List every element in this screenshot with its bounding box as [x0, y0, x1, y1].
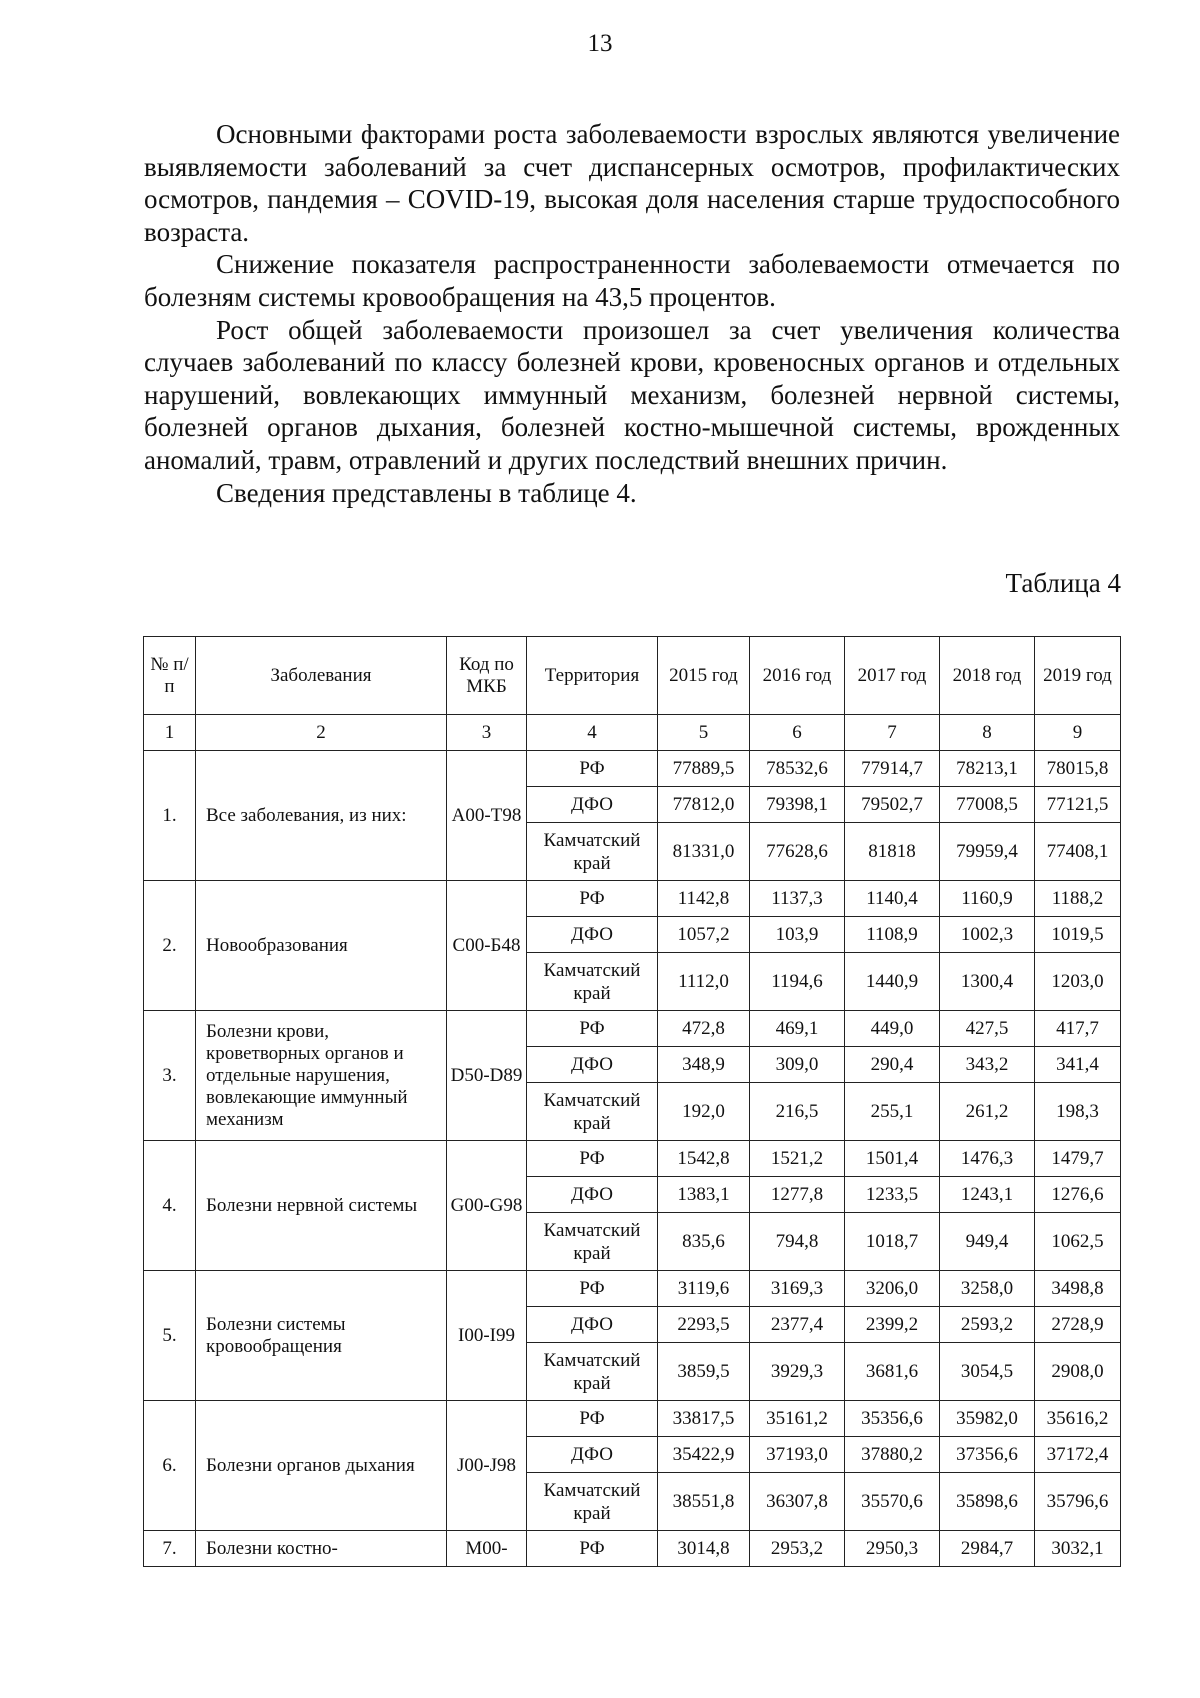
value-cell: 3929,3	[750, 1343, 845, 1401]
value-cell: 3206,0	[845, 1271, 940, 1307]
territory-cell: РФ	[527, 1401, 658, 1437]
value-cell: 261,2	[940, 1083, 1035, 1141]
column-number-cell: 1	[144, 715, 196, 751]
value-cell: 1501,4	[845, 1141, 940, 1177]
value-cell: 3032,1	[1035, 1531, 1121, 1567]
value-cell: 35796,6	[1035, 1473, 1121, 1531]
value-cell: 1479,7	[1035, 1141, 1121, 1177]
value-cell: 1233,5	[845, 1177, 940, 1213]
value-cell: 79502,7	[845, 787, 940, 823]
column-number-cell: 5	[658, 715, 750, 751]
territory-cell: ДФО	[527, 1047, 658, 1083]
row-number-cell: 6.	[144, 1401, 196, 1531]
value-cell: 35422,9	[658, 1437, 750, 1473]
header-cell: 2015 год	[658, 637, 750, 715]
disease-cell: Болезни крови, кроветворных органов и отдельные нарушения, вовлекающие иммунный механизм	[196, 1011, 447, 1141]
value-cell: 81331,0	[658, 823, 750, 881]
table-row	[144, 1141, 1121, 1177]
value-cell: 77889,5	[658, 751, 750, 787]
disease-cell: Новообразования	[196, 881, 447, 1011]
territory-cell: ДФО	[527, 1177, 658, 1213]
value-cell: 35356,6	[845, 1401, 940, 1437]
value-cell: 79398,1	[750, 787, 845, 823]
paragraph: Рост общей заболеваемости произошел за счет увеличения количества случаев заболеваний по классу болезней крови, кровеносных органов и отдельных нарушений, вовлекающих иммунный механизм, болезней нервной системы, болезней органов дыхания, болезней костно-мышечной системы, врожденных аномалий, травм, отравлений и других последствий внешних причин.	[144, 314, 1120, 475]
value-cell: 37193,0	[750, 1437, 845, 1473]
header-cell: 2019 год	[1035, 637, 1121, 715]
value-cell: 1440,9	[845, 953, 940, 1011]
table-row	[144, 1271, 1121, 1307]
value-cell: 2950,3	[845, 1531, 940, 1567]
disease-cell: Болезни органов дыхания	[196, 1401, 447, 1531]
morbidity-table	[143, 636, 1121, 1567]
value-cell: 1300,4	[940, 953, 1035, 1011]
value-cell: 3169,3	[750, 1271, 845, 1307]
value-cell: 2593,2	[940, 1307, 1035, 1343]
territory-cell: ДФО	[527, 1437, 658, 1473]
value-cell: 3258,0	[940, 1271, 1035, 1307]
disease-cell: Болезни системы кровообращения	[196, 1271, 447, 1401]
value-cell: 35161,2	[750, 1401, 845, 1437]
disease-cell: Все заболевания, из них:	[196, 751, 447, 881]
value-cell: 1243,1	[940, 1177, 1035, 1213]
value-cell: 341,4	[1035, 1047, 1121, 1083]
header-cell: 2018 год	[940, 637, 1035, 715]
territory-cell: ДФО	[527, 787, 658, 823]
value-cell: 2953,2	[750, 1531, 845, 1567]
value-cell: 77812,0	[658, 787, 750, 823]
row-number-cell: 4.	[144, 1141, 196, 1271]
value-cell: 2984,7	[940, 1531, 1035, 1567]
value-cell: 449,0	[845, 1011, 940, 1047]
value-cell: 78015,8	[1035, 751, 1121, 787]
header-cell: № п/п	[144, 637, 196, 715]
territory-cell: ДФО	[527, 1307, 658, 1343]
table-row	[144, 1011, 1121, 1047]
territory-cell: Камчатский край	[527, 1083, 658, 1141]
value-cell: 794,8	[750, 1213, 845, 1271]
value-cell: 1188,2	[1035, 881, 1121, 917]
value-cell: 3119,6	[658, 1271, 750, 1307]
value-cell: 81818	[845, 823, 940, 881]
disease-cell: Болезни костно-	[196, 1531, 447, 1567]
paragraph: Сведения представлены в таблице 4.	[216, 477, 637, 508]
value-cell: 309,0	[750, 1047, 845, 1083]
value-cell: 2399,2	[845, 1307, 940, 1343]
column-number-cell: 3	[447, 715, 527, 751]
value-cell: 1019,5	[1035, 917, 1121, 953]
column-number-cell: 9	[1035, 715, 1121, 751]
icd-code-cell: М00-	[447, 1531, 527, 1567]
value-cell: 2728,9	[1035, 1307, 1121, 1343]
value-cell: 3054,5	[940, 1343, 1035, 1401]
value-cell: 2908,0	[1035, 1343, 1121, 1401]
value-cell: 35898,6	[940, 1473, 1035, 1531]
header-row	[144, 637, 1121, 715]
territory-cell: Камчатский край	[527, 1343, 658, 1401]
value-cell: 469,1	[750, 1011, 845, 1047]
value-cell: 37880,2	[845, 1437, 940, 1473]
icd-code-cell: А00-Т98	[447, 751, 527, 881]
value-cell: 1277,8	[750, 1177, 845, 1213]
header-cell: 2016 год	[750, 637, 845, 715]
territory-cell: РФ	[527, 1011, 658, 1047]
value-cell: 1194,6	[750, 953, 845, 1011]
territory-cell: РФ	[527, 751, 658, 787]
value-cell: 348,9	[658, 1047, 750, 1083]
icd-code-cell: D50-D89	[447, 1011, 527, 1141]
value-cell: 3014,8	[658, 1531, 750, 1567]
table-row	[144, 751, 1121, 787]
value-cell: 77408,1	[1035, 823, 1121, 881]
value-cell: 290,4	[845, 1047, 940, 1083]
value-cell: 78532,6	[750, 751, 845, 787]
column-number-cell: 6	[750, 715, 845, 751]
territory-cell: Камчатский край	[527, 1473, 658, 1531]
row-number-cell: 7.	[144, 1531, 196, 1567]
page-number: 13	[587, 30, 613, 57]
territory-cell: РФ	[527, 1271, 658, 1307]
column-number-row	[144, 715, 1121, 751]
territory-cell: Камчатский край	[527, 1213, 658, 1271]
value-cell: 1542,8	[658, 1141, 750, 1177]
value-cell: 35570,6	[845, 1473, 940, 1531]
value-cell: 1002,3	[940, 917, 1035, 953]
value-cell: 949,4	[940, 1213, 1035, 1271]
value-cell: 35616,2	[1035, 1401, 1121, 1437]
value-cell: 1476,3	[940, 1141, 1035, 1177]
row-number-cell: 1.	[144, 751, 196, 881]
header-cell: Территория	[527, 637, 658, 715]
value-cell: 1160,9	[940, 881, 1035, 917]
value-cell: 36307,8	[750, 1473, 845, 1531]
column-number-cell: 4	[527, 715, 658, 751]
table-row	[144, 1401, 1121, 1437]
header-cell: Код по МКБ	[447, 637, 527, 715]
value-cell: 1203,0	[1035, 953, 1121, 1011]
value-cell: 35982,0	[940, 1401, 1035, 1437]
value-cell: 1140,4	[845, 881, 940, 917]
icd-code-cell: G00-G98	[447, 1141, 527, 1271]
paragraph: Основными факторами роста заболеваемости взрослых являются увеличение выявляемости заболеваний за счет диспансерных осмотров, профилактических осмотров, пандемия – COVID-19, высокая доля населения старше трудоспособного возраста.	[144, 119, 1120, 247]
value-cell: 1057,2	[658, 917, 750, 953]
value-cell: 255,1	[845, 1083, 940, 1141]
value-cell: 37172,4	[1035, 1437, 1121, 1473]
value-cell: 37356,6	[940, 1437, 1035, 1473]
value-cell: 2377,4	[750, 1307, 845, 1343]
value-cell: 77914,7	[845, 751, 940, 787]
icd-code-cell: J00-J98	[447, 1401, 527, 1531]
table-caption: Таблица 4	[1005, 568, 1121, 598]
territory-cell: РФ	[527, 881, 658, 917]
territory-cell: РФ	[527, 1141, 658, 1177]
value-cell: 77008,5	[940, 787, 1035, 823]
value-cell: 417,7	[1035, 1011, 1121, 1047]
value-cell: 1018,7	[845, 1213, 940, 1271]
value-cell: 216,5	[750, 1083, 845, 1141]
value-cell: 1108,9	[845, 917, 940, 953]
value-cell: 78213,1	[940, 751, 1035, 787]
table-body	[144, 637, 1121, 1567]
body-text	[144, 118, 1120, 509]
territory-cell: Камчатский край	[527, 953, 658, 1011]
value-cell: 77628,6	[750, 823, 845, 881]
value-cell: 103,9	[750, 917, 845, 953]
row-number-cell: 5.	[144, 1271, 196, 1401]
table-row	[144, 881, 1121, 917]
value-cell: 2293,5	[658, 1307, 750, 1343]
value-cell: 1276,6	[1035, 1177, 1121, 1213]
column-number-cell: 2	[196, 715, 447, 751]
icd-code-cell: С00-Б48	[447, 881, 527, 1011]
value-cell: 1521,2	[750, 1141, 845, 1177]
value-cell: 77121,5	[1035, 787, 1121, 823]
value-cell: 3859,5	[658, 1343, 750, 1401]
value-cell: 198,3	[1035, 1083, 1121, 1141]
value-cell: 79959,4	[940, 823, 1035, 881]
value-cell: 1062,5	[1035, 1213, 1121, 1271]
value-cell: 1137,3	[750, 881, 845, 917]
table-row	[144, 1531, 1121, 1567]
territory-cell: РФ	[527, 1531, 658, 1567]
value-cell: 38551,8	[658, 1473, 750, 1531]
paragraph: Снижение показателя распространенности заболеваемости отмечается по болезням системы кровообращения на 43,5 процентов.	[144, 249, 1120, 312]
column-number-cell: 8	[940, 715, 1035, 751]
value-cell: 472,8	[658, 1011, 750, 1047]
value-cell: 1112,0	[658, 953, 750, 1011]
value-cell: 343,2	[940, 1047, 1035, 1083]
icd-code-cell: I00-I99	[447, 1271, 527, 1401]
disease-cell: Болезни нервной системы	[196, 1141, 447, 1271]
value-cell: 835,6	[658, 1213, 750, 1271]
header-cell: 2017 год	[845, 637, 940, 715]
territory-cell: ДФО	[527, 917, 658, 953]
value-cell: 33817,5	[658, 1401, 750, 1437]
value-cell: 1383,1	[658, 1177, 750, 1213]
value-cell: 3498,8	[1035, 1271, 1121, 1307]
value-cell: 427,5	[940, 1011, 1035, 1047]
header-cell: Заболевания	[196, 637, 447, 715]
value-cell: 1142,8	[658, 881, 750, 917]
row-number-cell: 3.	[144, 1011, 196, 1141]
column-number-cell: 7	[845, 715, 940, 751]
territory-cell: Камчатский край	[527, 823, 658, 881]
value-cell: 3681,6	[845, 1343, 940, 1401]
row-number-cell: 2.	[144, 881, 196, 1011]
value-cell: 192,0	[658, 1083, 750, 1141]
